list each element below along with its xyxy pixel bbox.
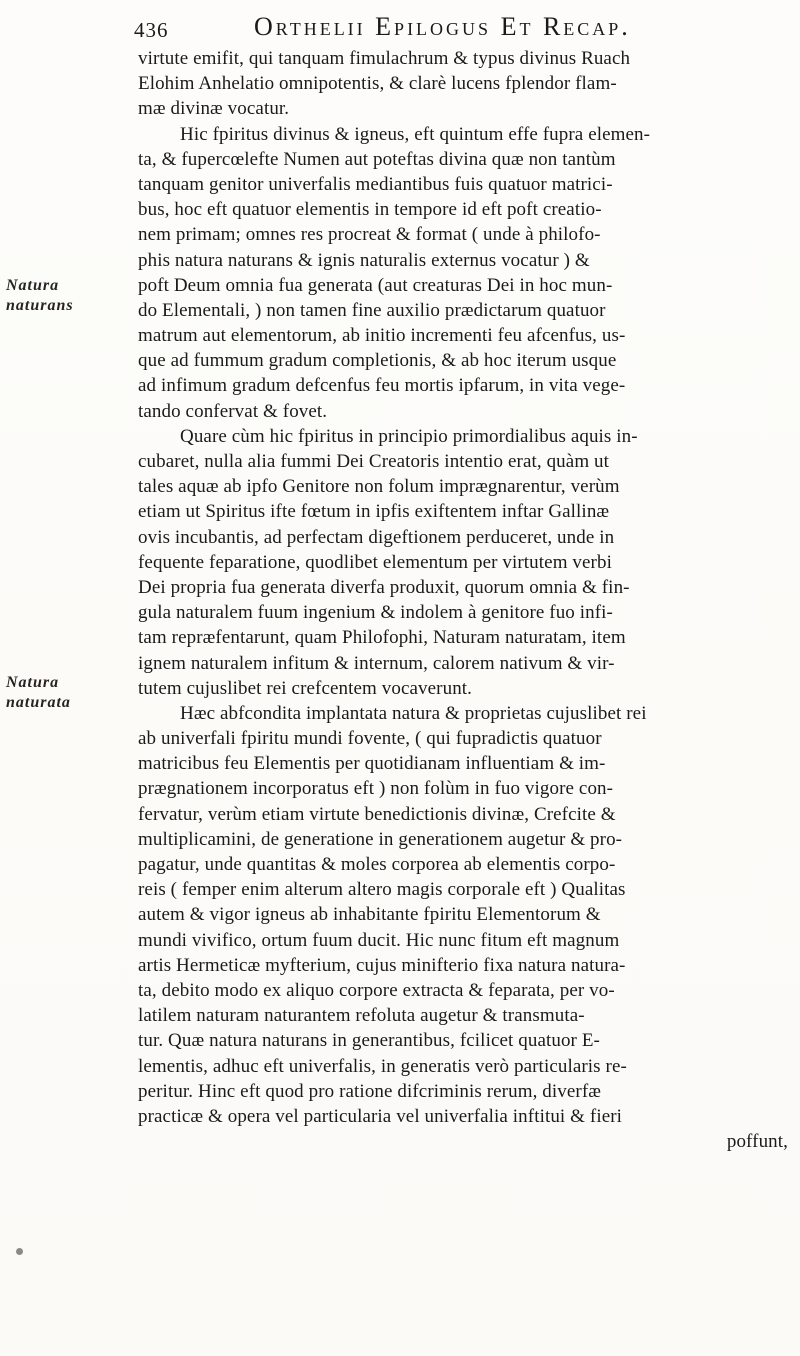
text-line: virtute emifit, qui tanquam fimulachrum & typus divinus Ruach bbox=[138, 48, 631, 69]
marginal-note-natura-naturans bbox=[6, 276, 74, 316]
text-line: lementis, adhuc eft univerfalis, in generatis verò particularis re- bbox=[138, 1055, 627, 1077]
text-line: mundi vivifico, ortum fuum ducit. Hic nunc fitum eft magnum bbox=[138, 929, 620, 951]
text-line: bus, hoc eft quatuor elementis in tempore id eft poft creatio- bbox=[138, 199, 602, 221]
text-line: tando confervat & fovet. bbox=[138, 400, 328, 422]
marginal-note-line: Natura bbox=[6, 277, 60, 294]
text-line: phis natura naturans & ignis naturalis externus vocatur ) & bbox=[138, 249, 590, 271]
text-line: peritur. Hinc eft quod pro ratione difcriminis rerum, diverfæ bbox=[138, 1080, 602, 1102]
text-line: gula naturalem fuum ingenium & indolem à genitore fuo infi- bbox=[138, 602, 613, 624]
text-line: ad infimum gradum defcenfus feu mortis ipfarum, in vita vege- bbox=[138, 375, 626, 397]
page-header bbox=[134, 12, 784, 42]
text-line: tam repræfentarunt, quam Philofophi, Naturam naturatam, item bbox=[138, 627, 626, 649]
ink-spot bbox=[16, 1248, 23, 1255]
text-line: pagatur, unde quantitas & moles corporea ab elementis corpo- bbox=[138, 854, 616, 875]
text-line: prægnationem incorporatus eft ) non folùm in fuo vigore con- bbox=[138, 778, 614, 800]
text-line: etiam ut Spiritus ifte fœtum in ipfis exiftentem inftar Gallinæ bbox=[138, 501, 610, 523]
text-line: practicæ & opera vel particularia vel univerfalia inftitui & fieri bbox=[138, 1105, 623, 1127]
text-line: ovis incubantis, ad perfectam digeftionem perduceret, unde in bbox=[138, 526, 615, 548]
text-line: mæ divinæ vocatur. bbox=[138, 98, 290, 120]
body-text bbox=[138, 46, 792, 1154]
text-line: Quare cùm hic fpiritus in principio primordialibus aquis in- bbox=[180, 425, 638, 447]
text-line: fervatur, verùm etiam virtute benedictionis divinæ, Crefcite & bbox=[138, 803, 616, 825]
text-line: Dei propria fua generata diverfa produxit, quorum omnia & fin- bbox=[138, 576, 630, 598]
text-line: ta, debito modo ex aliquo corpore extracta & feparata, per vo- bbox=[138, 979, 615, 1001]
text-line: ab univerfali fpiritu mundi fovente, ( qui fupradictis quatuor bbox=[138, 728, 602, 750]
text-line: tanquam genitor univerfalis mediantibus fuis quatuor matrici- bbox=[138, 173, 613, 195]
text-line: tutem cujuslibet rei crefcentem vocaverunt. bbox=[138, 677, 473, 699]
text-line: que ad fummum gradum completionis, & ab hoc iterum usque bbox=[138, 350, 617, 372]
text-line: matricibus feu Elementis per quotidianam influentiam & im- bbox=[138, 753, 606, 775]
text-line: latilem naturam naturantem refoluta augetur & transmuta- bbox=[138, 1005, 585, 1027]
text-line: Hæc abfcondita implantata natura & proprietas cujuslibet rei bbox=[180, 702, 647, 724]
text-line: matrum aut elementorum, ab initio incrementi feu afcenfus, us- bbox=[138, 325, 626, 347]
text-line: autem & vigor igneus ab inhabitante fpiritu Elementorum & bbox=[138, 904, 601, 926]
page-number: 436 bbox=[134, 18, 169, 42]
text-line: poffunt, bbox=[726, 1131, 788, 1153]
running-head: Orthelii Epilogus Et Recap. bbox=[254, 12, 631, 41]
text-line: reis ( femper enim alterum altero magis corporale eft ) Qualitas bbox=[138, 879, 626, 901]
marginal-note-natura-naturata bbox=[6, 673, 71, 713]
marginal-note-line: naturata bbox=[6, 694, 71, 711]
text-line: ta, & fupercœlefte Numen aut poteftas divina quæ non tantùm bbox=[138, 148, 616, 170]
text-line: nem primam; omnes res procreat & format ( unde à philofo- bbox=[138, 224, 601, 246]
text-line: Elohim Anhelatio omnipotentis, & clarè lucens fplendor flam- bbox=[138, 73, 617, 95]
text-line: artis Hermeticæ myfterium, cujus minifterio fixa natura natura- bbox=[138, 954, 626, 976]
text-line: poft Deum omnia fua generata (aut creaturas Dei in hoc mun- bbox=[138, 274, 613, 296]
text-line: cubaret, nulla alia fummi Dei Creatoris intentio erat, quàm ut bbox=[138, 451, 610, 472]
text-line: fequente feparatione, quodlibet elementum per virtutem verbi bbox=[138, 551, 612, 573]
marginal-note-line: naturans bbox=[6, 297, 74, 314]
text-line: tur. Quæ natura naturans in generantibus, fcilicet quatuor E- bbox=[138, 1030, 600, 1052]
text-line: ignem naturalem infitum & internum, calorem nativum & vir- bbox=[138, 652, 615, 674]
text-line: Hic fpiritus divinus & igneus, eft quintum effe fupra elemen- bbox=[180, 123, 651, 145]
marginal-note-line: Natura bbox=[6, 674, 60, 691]
text-line: multiplicamini, de generatione in generationem augetur & pro- bbox=[138, 828, 623, 850]
text-line: tales aquæ ab ipfo Genitore non folum imprægnarentur, verùm bbox=[138, 476, 620, 498]
text-line: do Elementali, ) non tamen fine auxilio prædictarum quatuor bbox=[138, 299, 606, 321]
